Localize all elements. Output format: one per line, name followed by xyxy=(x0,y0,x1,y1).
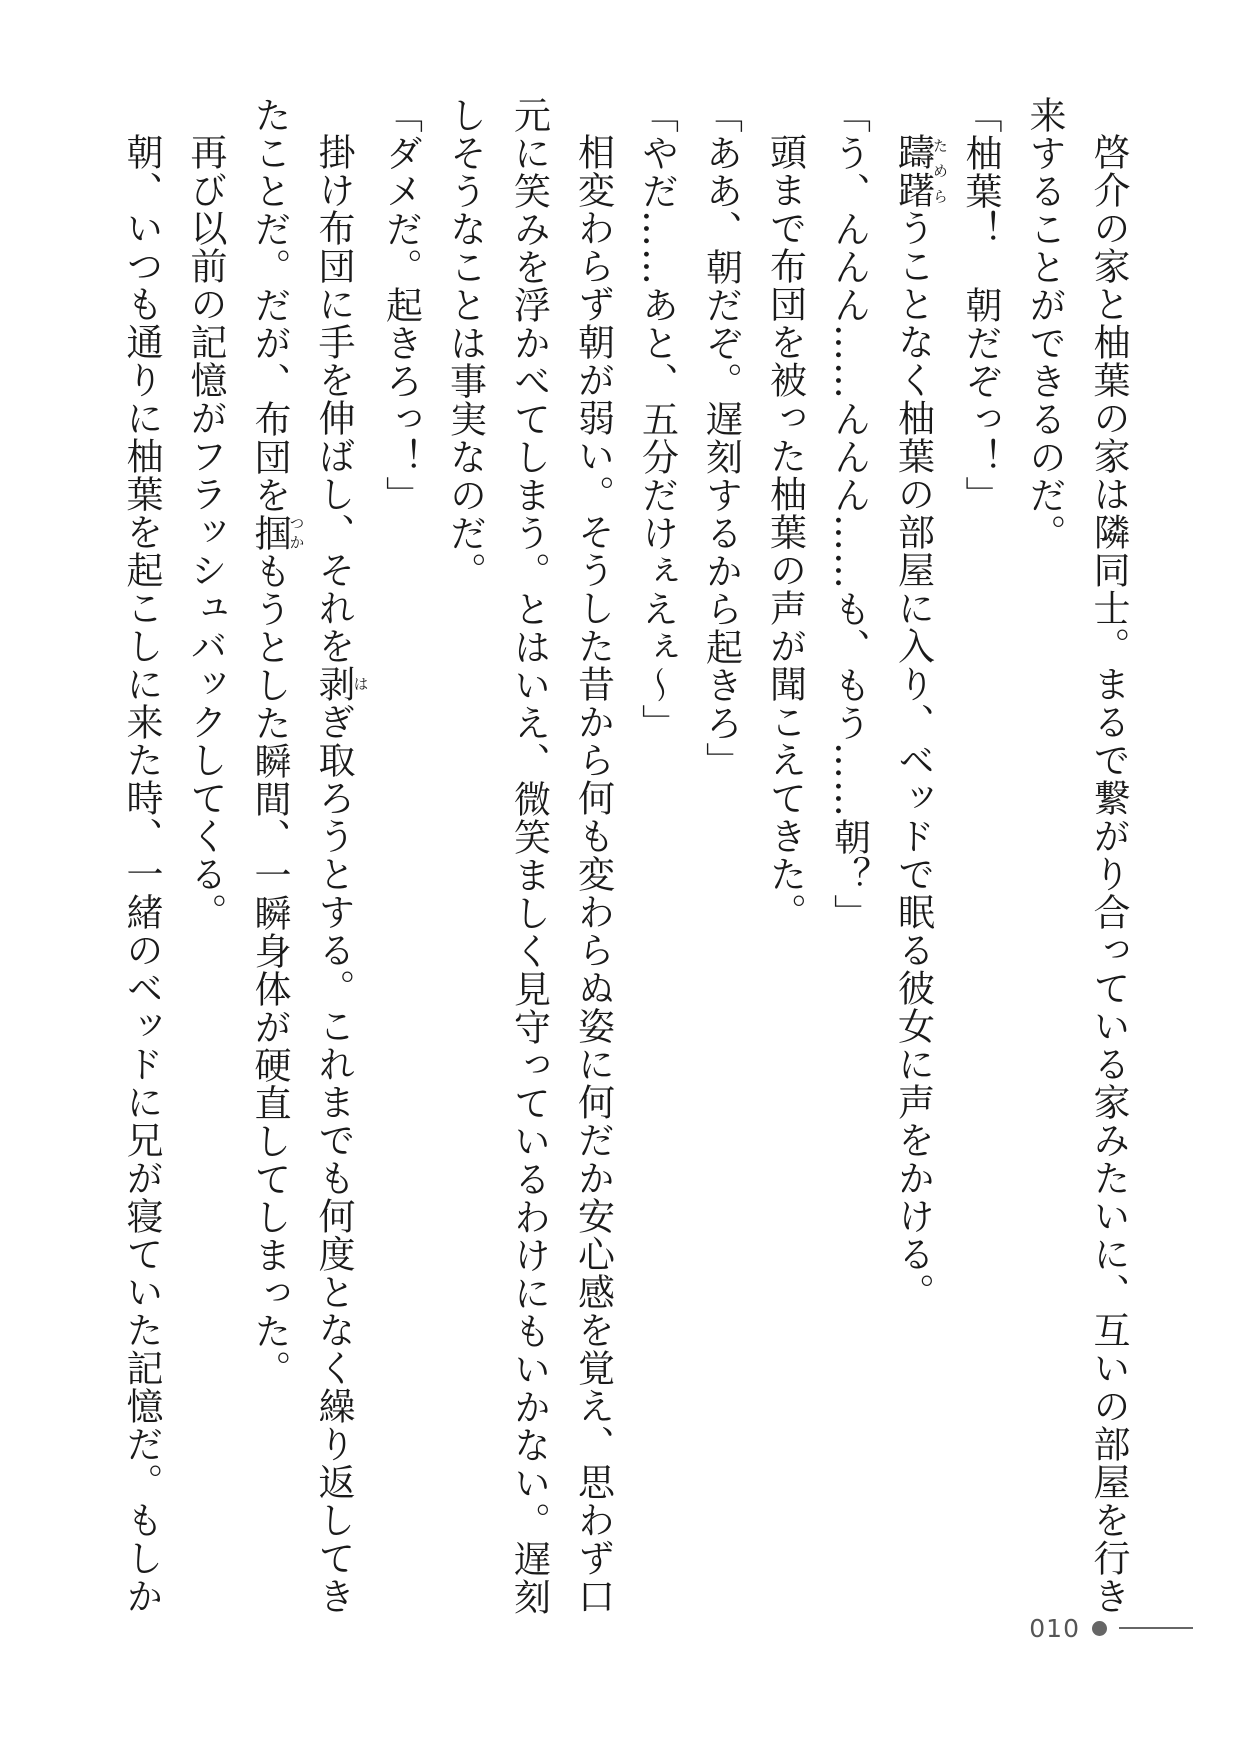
paragraph-text: 啓介の家と柚葉の家は隣同士。まるで繋がり合っている家みたいに、互いの部屋を行き来することができるのだ。 xyxy=(1023,96,1130,1615)
dialogue-text: 「ああ、朝だぞ。遅刻するから起きろ」 xyxy=(699,96,743,780)
ruby-word xyxy=(248,514,306,552)
dialogue-text: 「う、んんん……んんん……も、もう……朝？」 xyxy=(827,96,871,932)
paragraph-8 xyxy=(433,96,625,1636)
ruby-base: 掴 xyxy=(248,514,291,552)
page-number: 010 xyxy=(1029,1613,1080,1643)
paragraph-3 xyxy=(881,96,949,1636)
ruby-reading: は xyxy=(351,665,370,703)
ruby-word xyxy=(891,133,949,209)
paragraph-11 xyxy=(173,96,237,1636)
dialogue-text: 「ダメだ。起きろっ！」 xyxy=(379,96,423,514)
page-footer xyxy=(1029,1613,1193,1643)
page-marker-line xyxy=(1119,1627,1193,1629)
paragraph-text: 掛け布団に手を伸ばし、それを xyxy=(312,133,355,665)
paragraph-text: うことなく柚葉の部屋に入り、ベッドで眠る彼女に声をかける。 xyxy=(891,209,935,1311)
paragraph-text: 頭まで布団を被った柚葉の声が聞こえてきた。 xyxy=(763,133,807,931)
ruby-base: 剥 xyxy=(312,665,355,703)
paragraph-text: 朝、いつも通りに柚葉を起こしに来た時、一緒のベッドに兄が寝ていた記憶だ。もしか xyxy=(120,133,163,1615)
vertical-text-body xyxy=(110,96,1140,1636)
paragraph-6 xyxy=(689,96,753,1636)
paragraph-1 xyxy=(1012,96,1140,1636)
ruby-base: 躊躇 xyxy=(891,133,935,209)
paragraph-text: ぎ取ろうとする。これまでも何度となく繰り返してきたことだ。だが、布団を xyxy=(248,96,355,1615)
paragraph-text: 相変わらず朝が弱い。そうした昔から何も変わらぬ姿に何だか安心感を覚え、思わず口元に笑みを浮かべてしまう。とはいえ、微笑ましく見守っているわけにもいかない。遅刻しそうなことは事実なのだ。 xyxy=(443,96,615,1616)
paragraph-5 xyxy=(753,96,817,1636)
paragraph-text: もうとした瞬間、一瞬身体が硬直してしまった。 xyxy=(248,552,291,1388)
paragraph-4 xyxy=(817,96,881,1636)
ruby-reading: つか xyxy=(287,514,306,552)
dialogue-text: 「柚葉！ 朝だぞっ！」 xyxy=(959,96,1002,514)
paragraph-9 xyxy=(369,96,433,1636)
paragraph-10 xyxy=(237,96,369,1636)
paragraph-7 xyxy=(625,96,689,1636)
paragraph-text: 再び以前の記憶がフラッシュバックしてくる。 xyxy=(184,133,227,931)
dialogue-text: 「やだ……あと、五分だけぇえぇ～」 xyxy=(635,96,679,742)
paragraph-12 xyxy=(109,96,173,1636)
ruby-word xyxy=(312,665,370,703)
ruby-reading: ためら xyxy=(931,133,949,209)
page-marker-dot-icon xyxy=(1092,1621,1107,1636)
paragraph-2 xyxy=(948,96,1012,1636)
